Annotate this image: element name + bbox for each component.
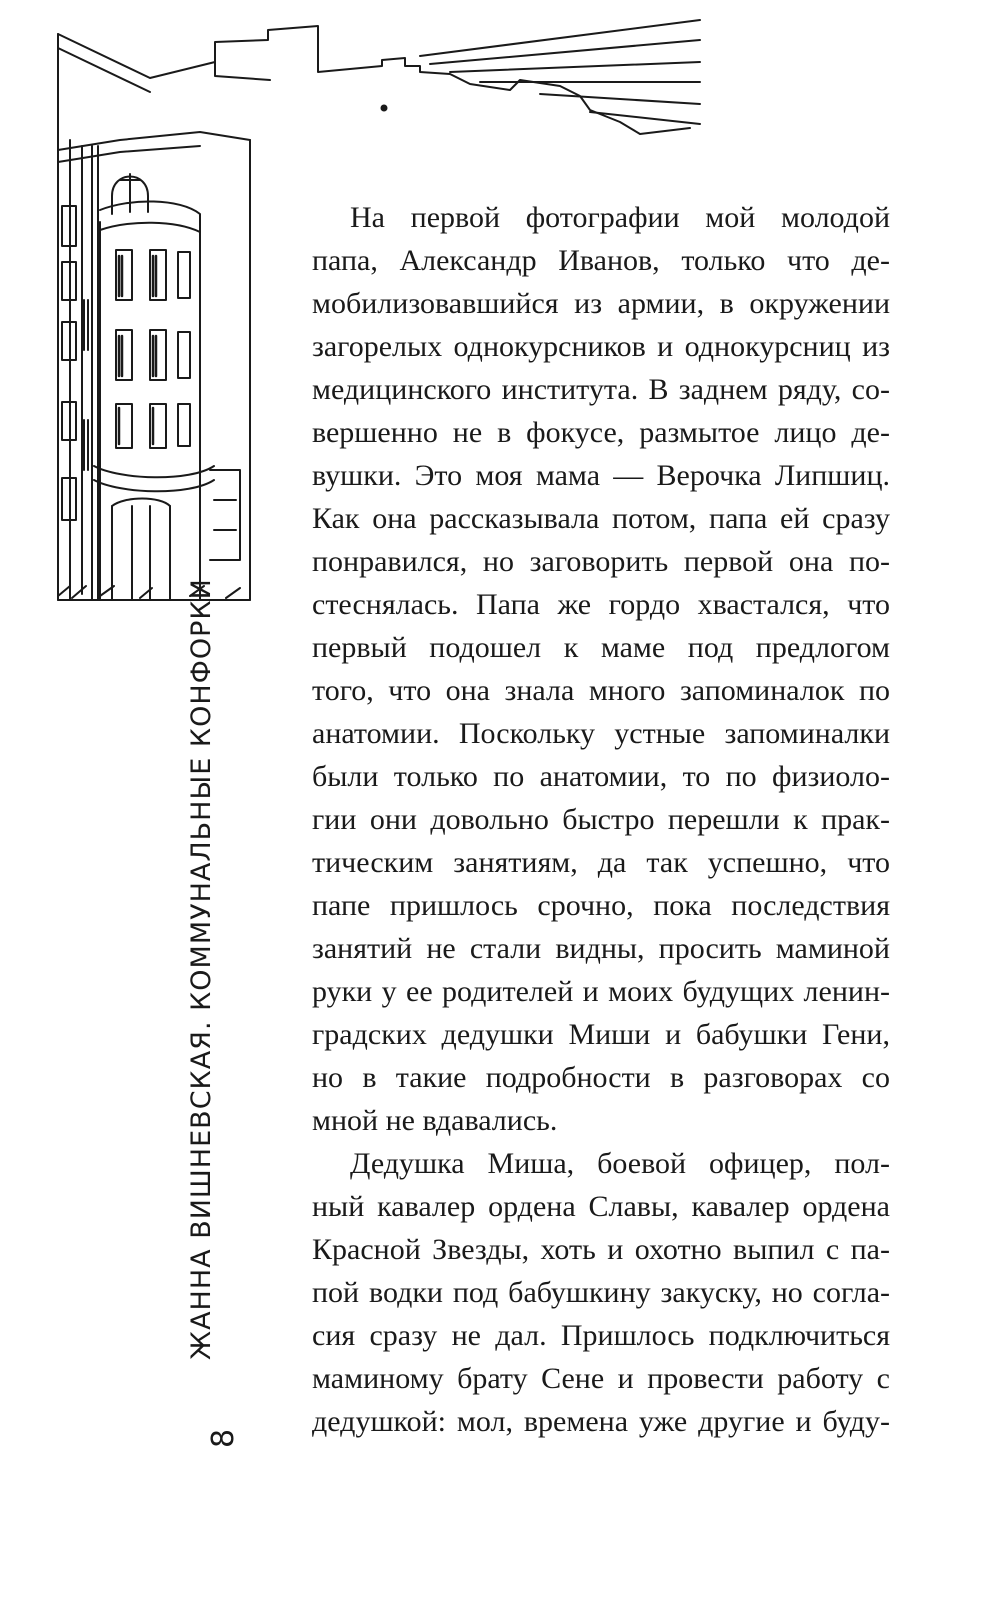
text-line: занятий не стали видны, просить маминой xyxy=(312,932,890,965)
text-line: градских дедушки Миши и бабушки Гени, xyxy=(312,1018,890,1051)
text-line: загорелых однокурсников и однокурсниц из xyxy=(312,330,890,363)
text-line: гии они довольно быстро перешли к прак- xyxy=(312,803,890,836)
text-line: мобилизовавшийся из армии, в окружении xyxy=(312,287,890,320)
text-line: мной не вдавались. xyxy=(312,1104,558,1137)
text-line: стеснялась. Папа же гордо хвастался, что xyxy=(312,588,890,621)
text-line: Красной Звезды, хоть и охотно выпил с па- xyxy=(312,1233,890,1266)
text-line: папе пришлось срочно, пока последствия xyxy=(312,889,890,922)
text-line: ный кавалер ордена Славы, кавалер ордена xyxy=(312,1190,890,1223)
text-line: папа, Александр Иванов, только что де- xyxy=(312,244,890,277)
body-text xyxy=(312,196,890,1443)
text-line: сия сразу не дал. Пришлось подключиться xyxy=(312,1319,890,1352)
text-line: пой водки под бабушкину закуску, но согла- xyxy=(312,1276,890,1309)
text-line: того, что она знала много запоминалок по xyxy=(312,674,890,707)
text-line: анатомии. Поскольку устные запоминалки xyxy=(312,717,890,750)
text-line: тическим занятиям, да так успешно, что xyxy=(312,846,890,879)
text-line: дедушкой: мол, времена уже другие и буду- xyxy=(312,1405,890,1438)
text-line: понравился, но заговорить первой она по- xyxy=(312,545,890,578)
text-line: были только по анатомии, то по физиоло- xyxy=(312,760,890,793)
paragraph-2 xyxy=(312,1142,890,1443)
page-number: 8 xyxy=(206,1428,241,1448)
text-line: вершенно не в фокусе, размытое лицо де- xyxy=(312,416,890,449)
text-line: Как она рассказывала потом, папа ей сразу xyxy=(312,502,890,535)
text-line: медицинского института. В заднем ряду, со- xyxy=(312,373,890,406)
text-line: Дедушка Миша, боевой офицер, пол- xyxy=(350,1147,890,1180)
text-line: вушки. Это моя мама — Верочка Липшиц. xyxy=(312,459,890,492)
text-line: На первой фотографии мой молодой xyxy=(350,201,890,234)
running-head: ЖАННА ВИШНЕВСКАЯ. КОММУНАЛЬНЫЕ КОНФОРКИ xyxy=(186,578,217,1360)
text-line: первый подошел к маме под предлогом xyxy=(312,631,890,664)
text-line: маминому брату Сене и провести работу с xyxy=(312,1362,890,1395)
paragraph-1 xyxy=(312,196,890,1142)
text-line: руки у ее родителей и моих будущих ленин- xyxy=(312,975,890,1008)
text-line: но в такие подробности в разговорах со xyxy=(312,1061,890,1094)
